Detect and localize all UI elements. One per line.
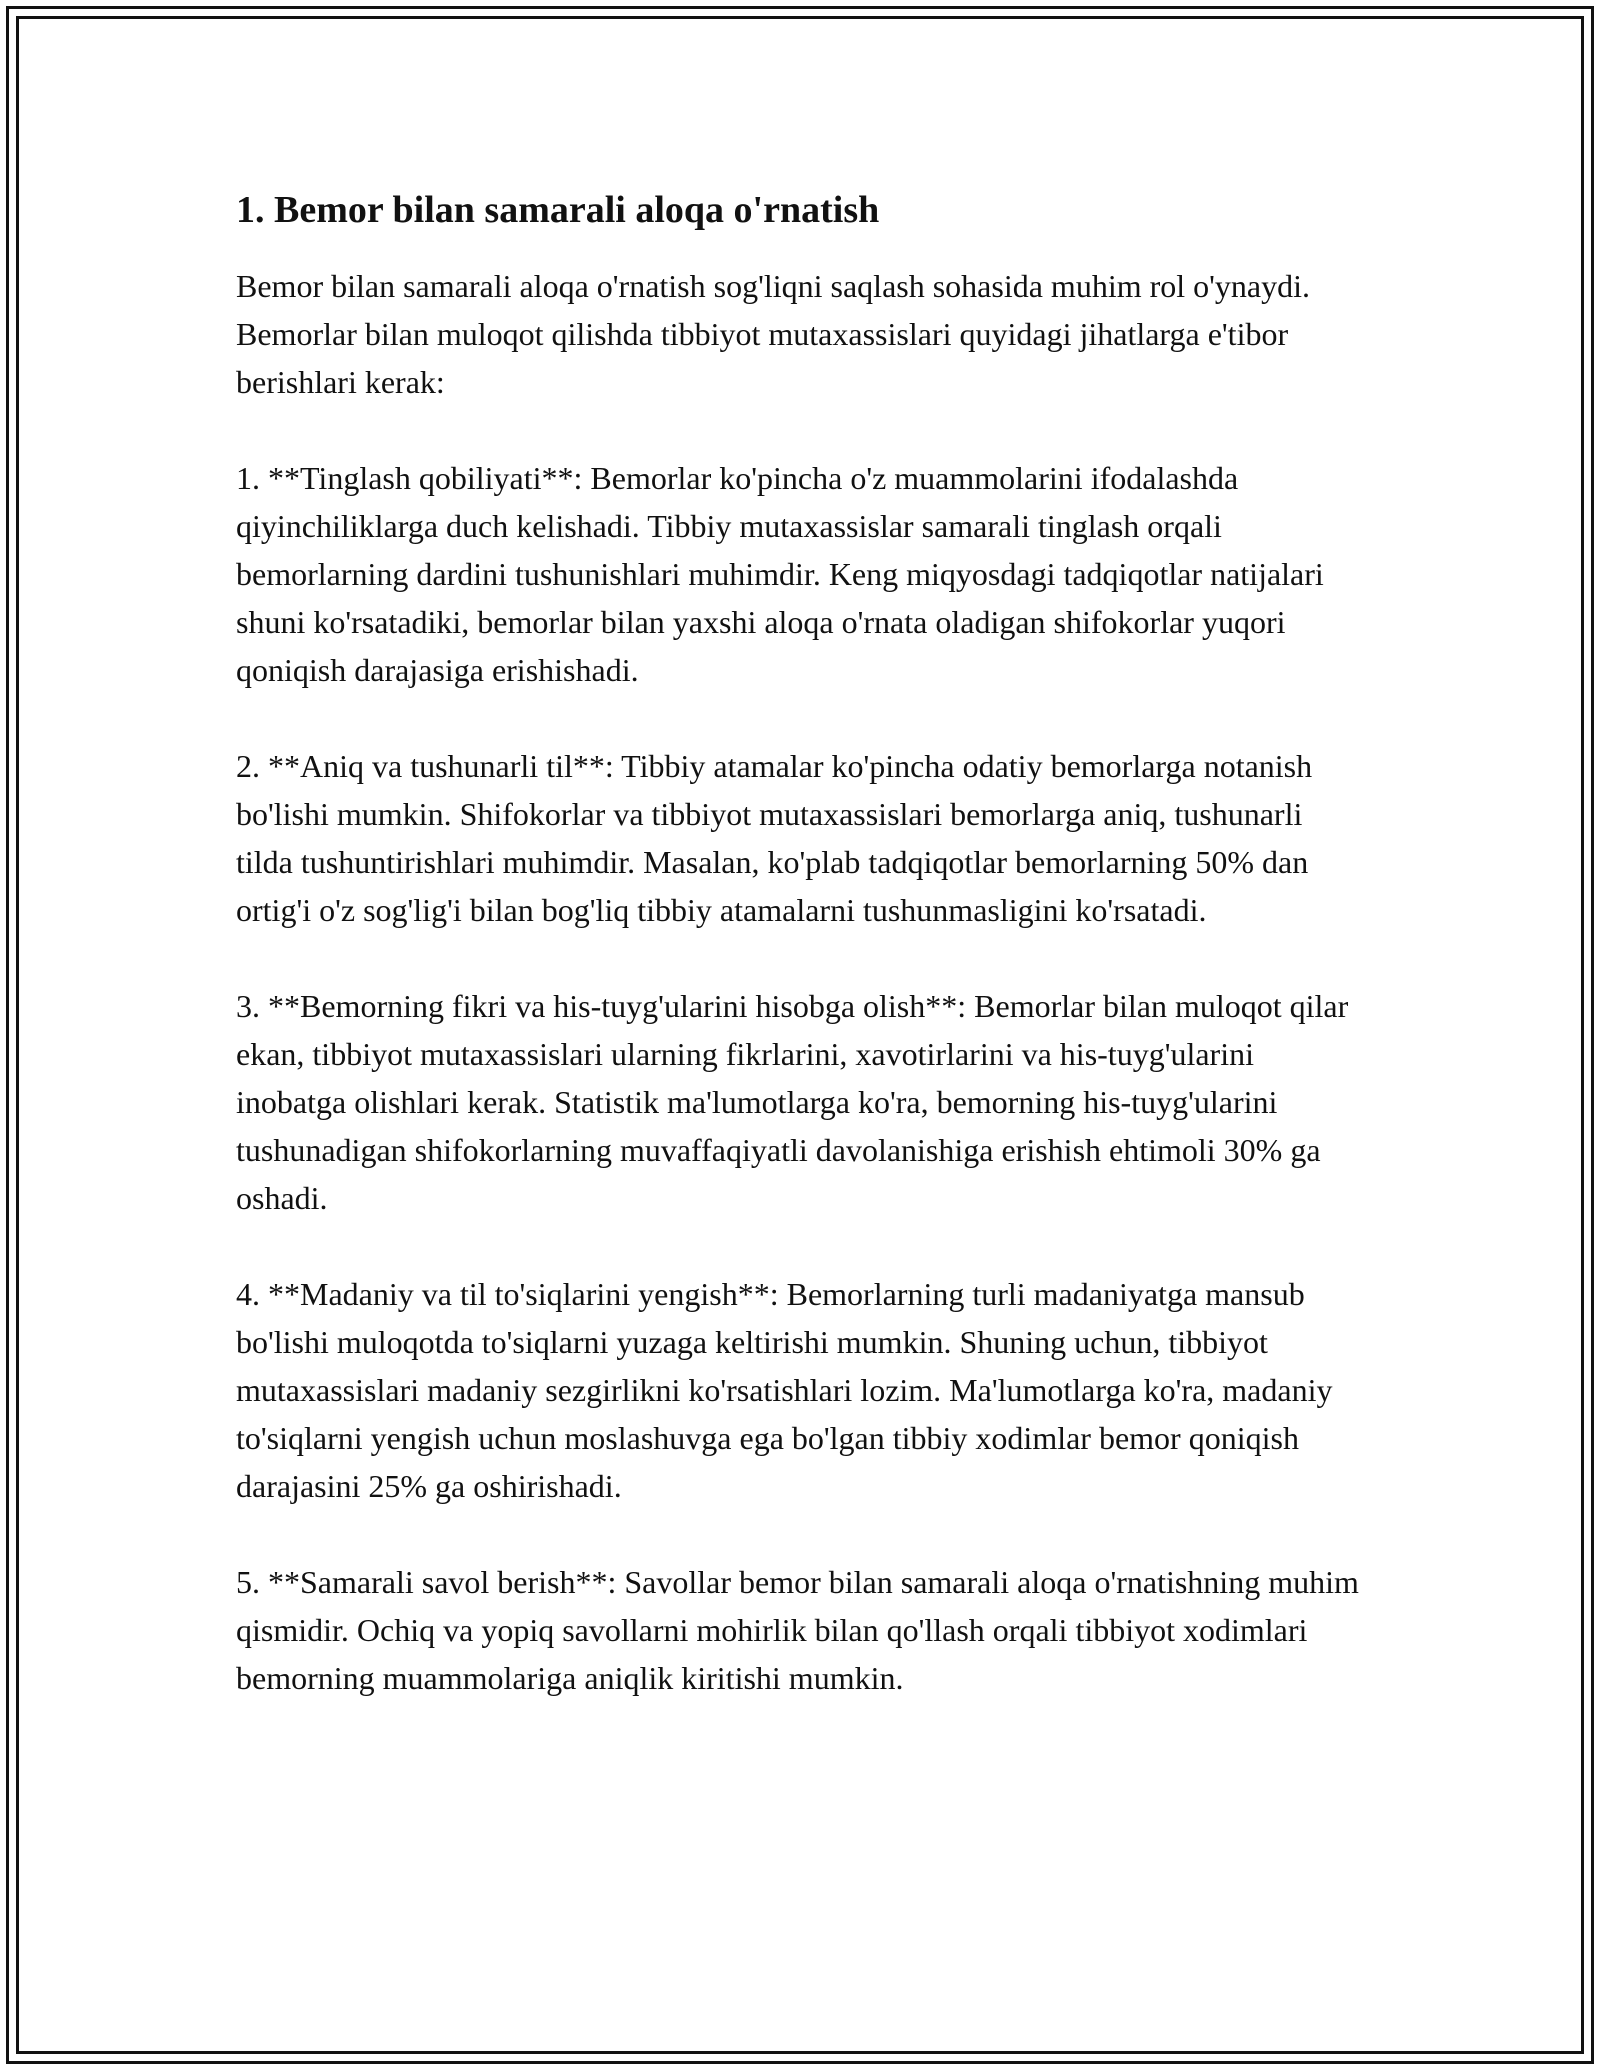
intro-paragraph: Bemor bilan samarali aloqa o'rnatish sog'liqni saqlash sohasida muhim rol o'ynaydi. Bemorlar bilan muloqot qilishda tibbiyot mutaxassislari quyidagi jihatlarga e'tibor berishlari kerak: bbox=[236, 268, 1310, 400]
document-body bbox=[236, 186, 1366, 1702]
list-item-effective-questions: 5. **Samarali savol berish**: Savollar bemor bilan samarali aloqa o'rnatishning muhim qismidir. Ochiq va yopiq savollarni mohirlik bilan qo'llash orqali tibbiyot xodimlari bemorning muammolariga aniqlik kiritishi mumkin. bbox=[236, 1564, 1359, 1696]
list-item-listening: 1. **Tinglash qobiliyati**: Bemorlar ko'pincha o'z muammolarini ifodalashda qiyinchiliklarga duch kelishadi. Tibbiy mutaxassislar samarali tinglash orqali bemorlarning dardini tushunishlari muhimdir. Keng miqyosdagi tadqiqotlar natijalari shuni ko'rsatadiki, bemorlar bilan yaxshi aloqa o'rnata oladigan shifokorlar yuqori qoniqish darajasiga erishishadi. bbox=[236, 460, 1324, 688]
list-item-patient-feelings: 3. **Bemorning fikri va his-tuyg'ularini hisobga olish**: Bemorlar bilan muloqot qilar ekan, tibbiyot mutaxassislari ularning fikrlarini, xavotirlarini va his-tuyg'ularini inobatga olishlari kerak. Statistik ma'lumotlarga ko'ra, bemorning his-tuyg'ularini tushunadigan shifokorlarning muvaffaqiyatli davolanishiga erishish ehtimoli 30% ga oshadi. bbox=[236, 988, 1349, 1216]
list-item-cultural-barriers: 4. **Madaniy va til to'siqlarini yengish**: Bemorlarning turli madaniyatga mansub bo'lishi muloqotda to'siqlarni yuzaga keltirishi mumkin. Shuning uchun, tibbiyot mutaxassislari madaniy sezgirlikni ko'rsatishlari lozim. Ma'lumotlarga ko'ra, madaniy to'siqlarni yengish uchun moslashuvga ega bo'lgan tibbiy xodimlar bemor qoniqish darajasini 25% ga oshirishadi. bbox=[236, 1276, 1333, 1504]
list-item-clear-language: 2. **Aniq va tushunarli til**: Tibbiy atamalar ko'pincha odatiy bemorlarga notanish bo'lishi mumkin. Shifokorlar va tibbiyot mutaxassislari bemorlarga aniq, tushunarli tilda tushuntirishlari muhimdir. Masalan, ko'plab tadqiqotlar bemorlarning 50% dan ortig'i o'z sog'lig'i bilan bog'liq tibbiy atamalarni tushunmasligini ko'rsatadi. bbox=[236, 748, 1313, 928]
document-title: 1. Bemor bilan samarali aloqa o'rnatish bbox=[236, 189, 880, 231]
